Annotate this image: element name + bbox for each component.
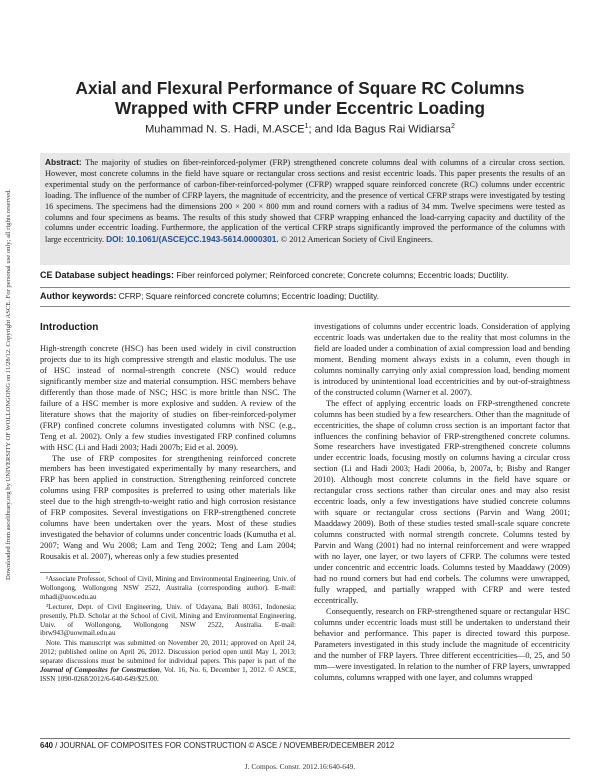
note-text-a: Note. This manuscript was submitted on November 20, 2011; approved on April 24, 2012; published online on April 26, 2012. Discussion period open until May 1, 2013; separate discussions must be submitted for individual papers. This paper is part of the [40, 639, 296, 666]
journal-footer: / JOURNAL OF COMPOSITES FOR CONSTRUCTION © ASCE / NOVEMBER/DECEMBER 2012 [53, 741, 395, 750]
author-keywords [40, 291, 570, 302]
download-notice: Downloaded from ascelibrary.org by UNIVERSITY OF WOLLONGONG on 11/28/12. Copyright ASCE. For personal use only; all rights reserved. [5, 189, 12, 580]
journal-name: Journal of Composites for Construction [40, 666, 160, 675]
divider [40, 287, 570, 288]
abstract-label: Abstract: [45, 157, 82, 167]
citation-line: J. Compos. Constr. 2012.16:640-649. [244, 762, 356, 771]
footnotes [40, 575, 296, 685]
page-footer [40, 741, 570, 750]
paragraph: The effect of applying eccentric loads on FRP-strengthened concrete columns has been studied by a few researchers. Other than the magnitude of eccentricities, the shape of column cross section is an important factor that influences the confining behavior of FRP-strengthened concrete columns. Some researchers have investigated FRP-strengthened concrete columns under eccentric loads, focusing mostly on columns having a circular cross section (Li and Hadi 2003; Hadi 2006a, b, 2007a, b; Bisby and Ranger 2010). Although most concrete columns in the field have square or rectangular cross sections rather than circular ones and may also resist eccentric loads, only a few investigations have studied concrete columns with square or rectangular cross sections (Parvin and Wang 2001; Maaddawy 2009). Both of these studies tested small-scale square concrete columns constructed with normal strength concrete. Columns tested by Parvin and Wang (2001) had no internal reinforcement and were wrapped with no layer, one layer, or two layers of CFRP. The columns were tested under concentric and eccentric loads. Columns tested by Maaddawy (2009) had no round corners but had end corbels. The columns were unwrapped, fully wrapped, and partially wrapped with CFRP and were tested eccentrically. [314, 398, 570, 605]
abstract-text: The majority of studies on fiber-reinforced-polymer (FRP) strengthened concrete columns deal with columns of a circular cross section. However, most concrete columns in the field have square or rectangular cross sections and resist eccentric loads. This paper presents the results of an experimental study on the performance of carbon-fiber-reinforced-polymer (CFRP) wrapped square reinforced concrete (RC) columns under eccentric loading. The influence of the number of CFRP layers, the magnitude of eccentricity, and the presence of vertical CFRP straps were investigated by testing 16 specimens. The specimens had the dimensions 200 × 200 × 800 mm and round corners with a radius of 34 mm. Twelve specimens were tested as columns and four specimens as beams. The results of this study showed that CFRP wrapping enhanced the load-carrying capacity and ductility of the columns under eccentric loading. Furthermore, the application of the vertical CFRP straps significantly improved the performance of the columns with large eccentricity. [45, 158, 565, 245]
divider [40, 306, 570, 307]
paragraph: The use of FRP composites for strengthening reinforced concrete members has been investigated experimentally by many researchers, and FRP has been applied in construction. Strengthening reinforced concrete columns using FRP composites is preferred to using other materials like steel due to the high strength-to-weight ratio and high corrosion resistance of FRP composites. Several investigations on FRP-strengthened concrete columns have been undertaken over the years. Most of these studies investigated the behavior of columns under concentric loads (Kumutha et al. 2007; Wang and Wu 2008; Lam and Teng 2002; Teng and Lam 2004; Rousakis et al. 2007), whereas only a few studies presented [40, 453, 296, 562]
footer-rule [40, 738, 570, 739]
paragraph: investigations of columns under eccentric loads. Consideration of applying eccentric loads was undertaken due to the reality that most columns in the field are loaded under a combination of axial compression load and bending moment. Bending moment always exists in a column, even though in columns nominally carrying only axial compression load, bending moment is introduced by unintentional load eccentricities and by out-of-straightness of the constructed column (Warner et al. 2007). [314, 322, 570, 397]
paper-title [40, 78, 560, 118]
footnote-1: ¹Associate Professor, School of Civil, Mining and Environmental Engineering, Univ. of Wollongong, Wollongong NSW 2522, Australia (corresponding author). E-mail: mhadi@uow.edu.au [40, 575, 296, 601]
author-separator: ; and Ida Bagus Rai Widiarsa [308, 123, 452, 136]
author-1[interactable]: Muhammad N. S. Hadi, M.ASCE [145, 123, 305, 136]
right-column [314, 322, 570, 683]
author-list [40, 123, 560, 136]
paragraph: High-strength concrete (HSC) has been used widely in civil construction projects due to its high compressive strength and elastic modulus. The use of HSC instead of normal-strength concrete (NSC) would reduce significantly member size and material consumption. HSC members behave differently than those made of NSC; HSC is more brittle than NSC. The failure of a HSC member is more explosive and sudden. A review of the literature shows that the majority of studies on fiber-reinforced-polymer (FRP) confined concrete columns investigated columns with NSC (e.g., Teng et al. 2002). Only a few studies investigated FRP confined columns with HSC (Li and Hadi 2003; Hadi 2007b; Eid et al. 2009). [40, 344, 296, 452]
manuscript-note [40, 639, 296, 684]
abstract-copyright: © 2012 American Society of Civil Engineers. [278, 235, 433, 245]
paragraph: Consequently, research on FRP-strengthened square or rectangular HSC columns under eccentric loads must still be undertaken to understand their behavior and performance. This paper is directed toward this purpose. Parameters investigated in this study include the magnitude of eccentricity and the number of FRP layers. Three different eccentricities—0, 25, and 50 mm—were investigated. In relation to the number of FRP layers, unwrapped columns, columns wrapped with one layer, and columns wrapped [314, 606, 570, 682]
ce-headings-text: Fiber reinforced polymer; Reinforced concrete; Concrete columns; Eccentric loads; Ductility. [174, 271, 509, 280]
page-number: 640 [40, 741, 54, 750]
note-text-b: , Vol. 16, No. 6, December 1, 2012. © ASCE, ISSN 1090-0268/2012/6-640-649/$25.00. [40, 666, 296, 683]
author-keywords-text: CFRP; Square reinforced concrete columns; Eccentric loading; Ductility. [116, 292, 379, 301]
title-line-1: Axial and Flexural Performance of Square RC Columns [75, 78, 525, 98]
ce-headings-label: CE Database subject headings: [40, 270, 175, 280]
ce-subject-headings [40, 270, 570, 281]
footnote-2: ²Lecturer, Dept. of Civil Engineering, Univ. of Udayana, Bali 80361, Indonesia; presently, Ph.D. Scholar at the School of Civil, Mining and Environmental Engineering, Univ. of Wollongong, Wollongong NSW 2522, Australia. E-mail: ibrw943@uowmail.edu.au [40, 602, 296, 638]
title-line-2: Wrapped with CFRP under Eccentric Loading [115, 98, 485, 118]
footnote-rule [40, 572, 100, 573]
section-heading-introduction: Introduction [40, 322, 99, 333]
doi-link[interactable]: DOI: 10.1061/(ASCE)CC.1943-5614.0000301. [106, 234, 279, 245]
left-column [40, 322, 296, 563]
abstract [40, 153, 570, 265]
author-1-affiliation-mark: 1 [304, 123, 309, 130]
author-keywords-label: Author keywords: [40, 291, 117, 301]
author-2-affiliation-mark: 2 [451, 123, 455, 130]
